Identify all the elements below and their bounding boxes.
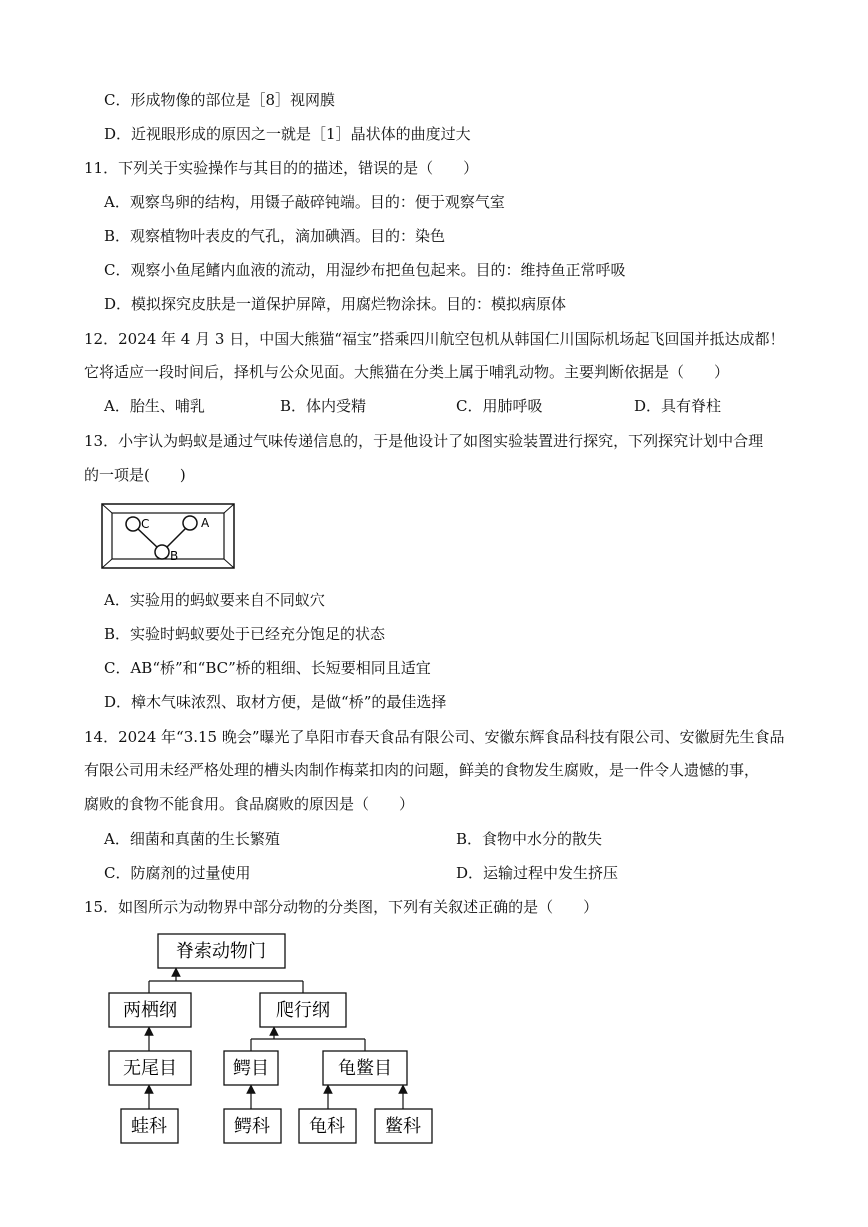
label-b: B bbox=[170, 549, 179, 563]
q14-stem-line1: 14．2024 年“3.15 晚会”曝光了阜阳市春天食品有限公司、安徽东辉食品科技有限公司、安徽厨先生食品 bbox=[84, 728, 785, 746]
q13-option-a: A．实验用的蚂蚁要来自不同蚁穴 bbox=[104, 591, 325, 609]
q14-option-c: C．防腐剂的过量使用 bbox=[104, 864, 251, 882]
q13-option-d: D．樟木气味浓烈、取材方便，是做“桥”的最佳选择 bbox=[104, 693, 447, 711]
q11-option-d: D．模拟探究皮肤是一道保护屏障，用腐烂物涂抹。目的：模拟病原体 bbox=[104, 295, 567, 313]
label-order-turtle: 龟鳖目 bbox=[338, 1058, 392, 1079]
q13-stem-line2: 的一项是( ) bbox=[84, 466, 186, 484]
label-order-croc: 鳄目 bbox=[233, 1058, 269, 1079]
q11-option-c: C．观察小鱼尾鳍内血液的流动，用湿纱布把鱼包起来。目的：维持鱼正常呼吸 bbox=[104, 261, 626, 279]
q14-stem-line3: 腐败的食物不能食用。食品腐败的原因是（ ） bbox=[84, 795, 415, 813]
q14-option-a: A．细菌和真菌的生长繁殖 bbox=[104, 830, 280, 848]
q12-option-d: D．具有脊柱 bbox=[634, 397, 722, 415]
label-a: A bbox=[201, 516, 210, 530]
q13-stem-line1: 13．小宇认为蚂蚁是通过气味传递信息的，于是他设计了如图实验装置进行探究，下列探究计划中合理 bbox=[84, 432, 764, 450]
label-family-frog: 蛙科 bbox=[131, 1116, 167, 1137]
bridge-ab bbox=[166, 528, 186, 548]
q14-option-b: B．食物中水分的散失 bbox=[456, 830, 603, 848]
label-class-amphibia: 两栖纲 bbox=[123, 1000, 177, 1021]
label-family-croc: 鳄科 bbox=[234, 1116, 270, 1137]
label-family-softshell: 鳖科 bbox=[385, 1116, 421, 1137]
bevel-tr bbox=[224, 504, 234, 513]
q15-classification-tree bbox=[100, 926, 440, 1148]
bridge-bc bbox=[138, 529, 158, 548]
q13-option-c: C．AB“桥”和“BC”桥的粗细、长短要相同且适宜 bbox=[104, 659, 431, 677]
label-order-anura: 无尾目 bbox=[123, 1058, 177, 1079]
q14-stem-line2: 有限公司用未经严格处理的槽头肉制作梅菜扣肉的问题，鲜美的食物发生腐败，是一件令人遗憾的事， bbox=[84, 761, 760, 779]
chamber-c bbox=[126, 517, 140, 531]
q12-stem-line1: 12．2024 年 4 月 3 日，中国大熊猫“福宝”搭乘四川航空包机从韩国仁川国际机场起飞回国并抵达成都！ bbox=[84, 330, 785, 348]
q10-option-d: D．近视眼形成的原因之一就是［1］晶状体的曲度过大 bbox=[104, 125, 471, 143]
bevel-tl bbox=[102, 504, 112, 513]
q13-ant-apparatus-figure bbox=[100, 502, 240, 572]
q12-option-a: A．胎生、哺乳 bbox=[104, 397, 205, 415]
label-c: C bbox=[141, 517, 150, 531]
q11-option-a: A．观察鸟卵的结构，用镊子敲碎钝端。目的：便于观察气室 bbox=[104, 193, 505, 211]
label-phylum: 脊索动物门 bbox=[176, 941, 266, 962]
chamber-b bbox=[155, 545, 169, 559]
bevel-br bbox=[224, 559, 234, 568]
chamber-a bbox=[183, 516, 197, 530]
q12-option-b: B．体内受精 bbox=[280, 397, 367, 415]
label-family-turtle: 龟科 bbox=[309, 1116, 345, 1137]
q12-stem-line2: 它将适应一段时间后，择机与公众见面。大熊猫在分类上属于哺乳动物。主要判断依据是（ ） bbox=[84, 363, 730, 381]
q14-option-d: D．运输过程中发生挤压 bbox=[456, 864, 619, 882]
label-class-reptilia: 爬行纲 bbox=[276, 1000, 330, 1021]
q13-option-b: B．实验时蚂蚁要处于已经充分饱足的状态 bbox=[104, 625, 386, 643]
bevel-bl bbox=[102, 559, 112, 568]
q15-stem: 15．如图所示为动物界中部分动物的分类图，下列有关叙述正确的是（ ） bbox=[84, 898, 599, 916]
q10-option-c: C．形成物像的部位是［8］视网膜 bbox=[104, 91, 336, 109]
q11-stem: 11．下列关于实验操作与其目的的描述，错误的是（ ） bbox=[84, 159, 479, 177]
q12-option-c: C．用肺呼吸 bbox=[456, 397, 543, 415]
q11-option-b: B．观察植物叶表皮的气孔，滴加碘酒。目的：染色 bbox=[104, 227, 446, 245]
